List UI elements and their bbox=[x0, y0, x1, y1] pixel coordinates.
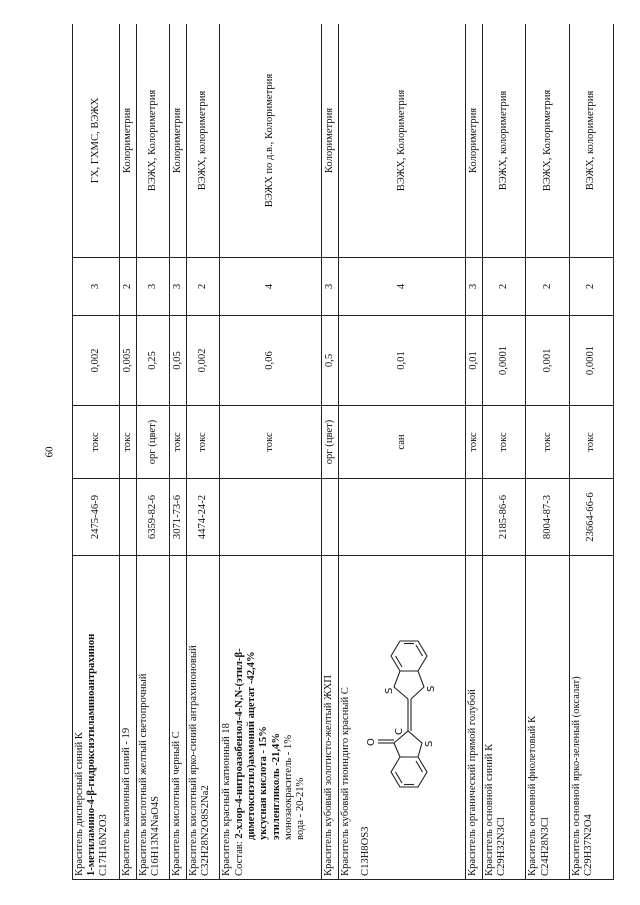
analysis-method: ВЭЖХ, Колориметрия bbox=[338, 24, 465, 258]
composition-line: монозаокраситель - 1% bbox=[282, 734, 294, 840]
substance-name-cell bbox=[119, 556, 136, 880]
substance-name: Краситель основной синий К bbox=[483, 743, 495, 876]
hazard-class: 3 bbox=[169, 258, 186, 316]
limit-value: 0,0001 bbox=[482, 316, 526, 406]
substance-name-cell bbox=[338, 556, 465, 880]
substance-chemical-name: 1-метиламино-4-β-гидроксиэтиламиноантрахинон bbox=[86, 633, 98, 876]
substance-name-cell bbox=[169, 556, 186, 880]
hazard-indicator: токс bbox=[119, 406, 136, 479]
table-row bbox=[186, 24, 219, 880]
cas-number: 4474-24-2 bbox=[186, 479, 219, 556]
hazard-indicator: токс bbox=[570, 406, 614, 479]
carbonyl-oxygen-label: O bbox=[365, 737, 377, 746]
substance-name: Краситель кислотный ярко-синий антрахиноновый bbox=[187, 645, 199, 876]
structure-block bbox=[352, 559, 452, 876]
table-row bbox=[169, 24, 186, 880]
substance-name-cell bbox=[322, 556, 339, 880]
analysis-method: ВЭЖХ, Колориметрия bbox=[136, 24, 169, 258]
hazard-class: 2 bbox=[186, 258, 219, 316]
hazard-class: 2 bbox=[570, 258, 614, 316]
thiophene-ring-right bbox=[394, 671, 424, 699]
cas-number: 2185-86-6 bbox=[482, 479, 526, 556]
hazard-indicator: токс bbox=[219, 406, 321, 479]
cas-number: 8004-87-3 bbox=[526, 479, 570, 556]
analysis-method: ВЭЖХ, колориметрия bbox=[186, 24, 219, 258]
cas-number bbox=[322, 479, 339, 556]
hazard-class: 3 bbox=[322, 258, 339, 316]
substances-table bbox=[72, 24, 614, 880]
hazard-indicator: токс bbox=[465, 406, 482, 479]
substance-name: Краситель кислотный черный С bbox=[170, 731, 182, 876]
composition-line: диметоксиэтил)аммоний ацетат -42,4% bbox=[246, 651, 258, 840]
hazard-indicator: токс bbox=[186, 406, 219, 479]
composition-line: этиленгликоль -21,4% bbox=[270, 733, 282, 840]
substance-name: Краситель основной ярко-зеленый (оксалат) bbox=[571, 676, 583, 876]
hazard-class: 4 bbox=[338, 258, 465, 316]
benzene-ring-right bbox=[391, 641, 427, 671]
substance-name: Краситель катионный синий - 19 bbox=[120, 727, 132, 876]
substance-formula: C32H28N2O8S2Na2 bbox=[199, 785, 211, 876]
hazard-class: 3 bbox=[465, 258, 482, 316]
limit-value: 0,002 bbox=[186, 316, 219, 406]
hazard-indicator: сан bbox=[338, 406, 465, 479]
carbon-label: C bbox=[393, 727, 405, 735]
analysis-method: ВЭЖХ по д.в., Колориметрия bbox=[219, 24, 321, 258]
sulfur-label: S bbox=[423, 740, 435, 747]
hazard-indicator: токс bbox=[526, 406, 570, 479]
cas-number bbox=[219, 479, 321, 556]
limit-value: 0,06 bbox=[219, 316, 321, 406]
sulfur-label: S bbox=[383, 687, 395, 694]
analysis-method: Колориметрия bbox=[169, 24, 186, 258]
rotated-page-frame bbox=[72, 24, 614, 880]
limit-value: 0,001 bbox=[526, 316, 570, 406]
table-row bbox=[482, 24, 526, 880]
composition-line bbox=[234, 559, 246, 876]
cas-number: 23664-66-6 bbox=[570, 479, 614, 556]
limit-value: 0,01 bbox=[338, 316, 465, 406]
limit-value: 0,25 bbox=[136, 316, 169, 406]
table-row bbox=[73, 24, 120, 880]
thioindigo-structure-image bbox=[352, 599, 452, 799]
analysis-method: Колориметрия bbox=[119, 24, 136, 258]
hazard-indicator: орг (цвет) bbox=[322, 406, 339, 479]
analysis-method: Колориметрия bbox=[465, 24, 482, 258]
substance-formula: C29H32N3Cl bbox=[495, 817, 507, 876]
substance-name-cell bbox=[136, 556, 169, 880]
substance-name: Краситель дисперсный синий К bbox=[74, 732, 85, 876]
substance-formula: C24H28N3Cl bbox=[539, 817, 551, 876]
cas-number bbox=[119, 479, 136, 556]
cas-number: 3071-73-6 bbox=[169, 479, 186, 556]
hazard-class: 2 bbox=[526, 258, 570, 316]
substance-name-cell bbox=[465, 556, 482, 880]
hazard-class: 2 bbox=[482, 258, 526, 316]
analysis-method: ГХ, ГХМС, ВЭЖХ bbox=[73, 24, 120, 258]
table-row bbox=[136, 24, 169, 880]
benzene-ring-left bbox=[391, 757, 427, 787]
hazard-indicator: токс bbox=[73, 406, 120, 479]
cas-number bbox=[465, 479, 482, 556]
page-number: 60 bbox=[43, 446, 56, 458]
composition-label: Состав: bbox=[234, 841, 246, 876]
substance-name: Краситель органический прямой голубой bbox=[466, 689, 478, 876]
table-row bbox=[570, 24, 614, 880]
cas-number: 2475-46-9 bbox=[73, 479, 120, 556]
substance-name-cell bbox=[570, 556, 614, 880]
cas-number: 6359-82-6 bbox=[136, 479, 169, 556]
limit-value: 0,5 bbox=[322, 316, 339, 406]
hazard-indicator: токс bbox=[482, 406, 526, 479]
substance-name-cell bbox=[526, 556, 570, 880]
analysis-method: ВЭЖХ, колориметрия bbox=[482, 24, 526, 258]
limit-value: 0,05 bbox=[169, 316, 186, 406]
analysis-method: ВЭЖХ, колориметрия bbox=[570, 24, 614, 258]
substance-name: Краситель кубовый тиоиндиго красный С bbox=[339, 687, 351, 876]
hazard-indicator: токс bbox=[169, 406, 186, 479]
sulfur-label: S bbox=[425, 685, 437, 692]
substance-formula: C17H16N2O3 bbox=[98, 814, 110, 876]
hazard-class: 3 bbox=[73, 258, 120, 316]
substance-name-cell bbox=[73, 556, 120, 880]
limit-value: 0,0001 bbox=[570, 316, 614, 406]
composition-line: вода - 20-21% bbox=[294, 777, 306, 840]
table-row bbox=[465, 24, 482, 880]
hazard-indicator: орг (цвет) bbox=[136, 406, 169, 479]
hazard-class: 3 bbox=[136, 258, 169, 316]
cas-number bbox=[338, 479, 465, 556]
table-row bbox=[322, 24, 339, 880]
hazard-class: 4 bbox=[219, 258, 321, 316]
substance-name-cell bbox=[219, 556, 321, 880]
table-row bbox=[338, 24, 465, 880]
table-row bbox=[526, 24, 570, 880]
substance-formula: C16H13N4NaO4S bbox=[149, 795, 161, 876]
composition-block bbox=[234, 559, 307, 876]
composition-text: 2-хлор-4-нитроазобензол-4-N,N-(этил-β- bbox=[234, 648, 246, 839]
substance-name: Краситель кубовый золотисто-желтый ЖХП bbox=[323, 675, 335, 876]
rotated-table-sheet bbox=[72, 24, 614, 880]
substance-formula: C29H37N2O4 bbox=[583, 814, 595, 876]
substance-formula: C13H8OS3 bbox=[359, 826, 371, 876]
substance-name-cell bbox=[482, 556, 526, 880]
substance-name-cell bbox=[186, 556, 219, 880]
analysis-method: ВЭЖХ, Колориметрия bbox=[526, 24, 570, 258]
table-row bbox=[219, 24, 321, 880]
composition-line: уксусная кислота - 15% bbox=[258, 726, 270, 840]
substance-name: Краситель красный катионный 18 bbox=[220, 723, 232, 876]
limit-value: 0,005 bbox=[119, 316, 136, 406]
substance-name: Краситель основной фиолетовый К bbox=[527, 715, 539, 876]
limit-value: 0,01 bbox=[465, 316, 482, 406]
limit-value: 0,002 bbox=[73, 316, 120, 406]
hazard-class: 2 bbox=[119, 258, 136, 316]
table-row bbox=[119, 24, 136, 880]
substance-name: Краситель кислотный желтый светопрочный bbox=[137, 673, 149, 876]
analysis-method: Колориметрия bbox=[322, 24, 339, 258]
